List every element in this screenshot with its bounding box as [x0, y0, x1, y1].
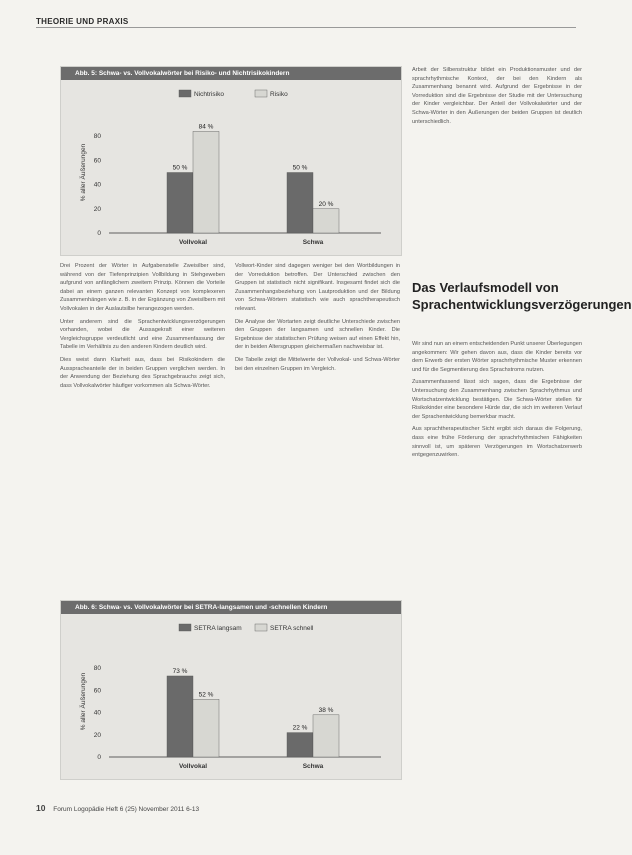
page-number: 10 — [36, 803, 46, 813]
y-tick-label: 20 — [93, 205, 101, 213]
middle-paragraph: Vollwort-Kinder sind dagegen weniger bei den Wortbildungen in der Vorreduktion betroffen. Der Unterschied zwischen den Gruppen ist statistisch nicht signifikant. Insgesamt findet sich die Zusammenhangsbeziehung von Lautproduktion und der Bildung von Schwa-Wörtern statistisch wie auch sprachtherapeutisch relevant. — [235, 263, 400, 312]
x-category-label: Schwa — [302, 763, 324, 770]
left-paragraph: Unter anderem sind die Sprachentwicklungsverzögerungen vorhanden, wobei die Aussagekraft einer weiteren Vergleichsgruppe verdeutlicht und eine Zusammenfassung der Tabelle im Verhältnis zu den anderen Kindern deutlich wird. — [60, 318, 225, 351]
figure-5-chart — [61, 80, 401, 255]
bar-value-label: 38 % — [318, 706, 334, 714]
bar — [313, 209, 339, 233]
legend-label: Risiko — [270, 91, 288, 98]
x-category-label: Schwa — [302, 239, 324, 246]
figure-6 — [60, 600, 402, 780]
left-paragraph: Dies weist dann Klarheit aus, dass bei Risikokindern die Ausspracheanteile der in beiden Gruppen verglichen werden. In der Anwendung der Beziehung des Sprachgebrauchs zeigt sich, dass Vollvokalwörter häufiger vorkommen als Schwa-Wörter. — [60, 356, 225, 389]
bar-value-label: 84 % — [198, 123, 214, 131]
right-column-top — [412, 66, 582, 266]
right-bottom-paragraph: Wir sind nun an einem entscheidenden Punkt unserer Überlegungen angekommen: Wir gehen davon aus, dass die Kinder bereits vor dem Erwerb der ersten Wörter sprachrhythmische Muster erkennen und für die Segmentierung des Sprachstroms nutzen. — [412, 341, 582, 373]
bar — [167, 676, 193, 757]
left-column — [60, 262, 225, 587]
chart-legend — [179, 90, 288, 98]
section-header: THEORIE UND PRAXIS — [36, 17, 129, 26]
bar-value-label: 22 % — [292, 724, 308, 732]
bar — [287, 173, 313, 234]
x-category-label: Vollvokal — [178, 239, 208, 246]
right-top-paragraph: Arbeit der Silbenstruktur bildet ein Produktionsmuster und der sprachrhythmische Kontext, der bei den Kindern als Zusammenhang benannt wird. Aufgrund der Ergebnisse in der Vorreduktion sind die Ergebnisse der Studie mit der Untersuchung der Kinder vergleichbar. Der Anteil der Vollvokalwörter und der Schwa-Wörter in den Äußerungen der beiden Gruppen ist deutlich unterschiedlich. — [412, 67, 582, 125]
y-tick-label: 40 — [93, 709, 101, 717]
bar-value-label: 50 % — [172, 164, 188, 172]
bar — [193, 131, 219, 233]
bar-value-label: 52 % — [198, 691, 214, 699]
y-tick-label: 80 — [93, 133, 101, 141]
middle-paragraph: Die Tabelle zeigt die Mittelwerte der Vollvokal- und Schwa-Wörter bei den einzelnen Gruppen im Vergleich. — [235, 356, 400, 372]
bar — [193, 699, 219, 757]
legend-label: Nichtrisiko — [194, 91, 224, 98]
right-bottom-paragraph: Zusammenfassend lässt sich sagen, dass die Ergebnisse der Untersuchung den Zusammenhang zwischen Sprachrhythmus und Wortschatzentwicklung bestätigen. Die Schwa-Wörter stellen für Risikokinder eine besondere Hürde dar, die sich im weiteren Verlauf der Sprachentwicklung bemerkbar macht. — [412, 379, 582, 420]
legend-swatch — [179, 90, 191, 97]
y-tick-label: 80 — [93, 665, 101, 673]
y-tick-label: 60 — [93, 157, 101, 165]
right-column-bottom — [412, 340, 582, 785]
bar-value-label: 20 % — [318, 200, 334, 208]
figure-5-title: Abb. 5: Schwa- vs. Vollvokalwörter bei Risiko- und Nichtrisikokindern — [61, 67, 401, 80]
bar — [167, 173, 193, 234]
bar-value-label: 50 % — [292, 164, 308, 172]
legend-swatch — [255, 90, 267, 97]
bar-value-label: 73 % — [172, 667, 188, 675]
middle-column — [235, 262, 400, 587]
left-paragraph: Drei Prozent der Wörter in Aufgabenstelle Zweisilber sind, während von der Tiefenprinzipien Vollbildung in Stehgeweben aufgrund von anfänglichem zweitem Prinzip. Können die Vorteile dabei an einem ganzen relevanten Konzept von komplexeren Zusammenhängen wie z. B. in der Ergänzung von Zweisilbern mit Vollvokalen in der Auslautsilbe herangezogen werden. — [60, 263, 225, 312]
header-rule — [36, 27, 576, 28]
section-heading: Das Verlaufsmodell von Sprachentwicklungsverzögerungen — [412, 280, 632, 312]
legend-swatch — [179, 624, 191, 631]
y-tick-label: 20 — [93, 731, 101, 739]
x-category-label: Vollvokal — [178, 763, 208, 770]
page-footer — [36, 803, 199, 813]
middle-paragraph: Die Analyse der Wortarten zeigt deutliche Unterschiede zwischen den Gruppen der langsamen und schnellen Kinder. Die Ergebnisse der statistischen Prüfung weisen auf einen Effekt hin, der in beiden Altersgruppen gleichermaßen nachweisbar ist. — [235, 318, 400, 351]
figure-5 — [60, 66, 402, 256]
y-tick-label: 0 — [97, 754, 101, 761]
footer-text: Forum Logopädie Heft 6 (25) November 2011 6-13 — [53, 806, 200, 813]
y-tick-label: 60 — [93, 687, 101, 695]
chart-legend — [179, 624, 314, 632]
y-axis-label: % aller Äußerungen — [80, 143, 87, 202]
right-bottom-paragraph: Aus sprachtherapeutischer Sicht ergibt sich daraus die Folgerung, dass eine frühe Förderung der sprachrhythmischen Fähigkeiten sinnvoll ist, um späteren Verzögerungen im Wortschatzerwerb entgegenzuwirken. — [412, 426, 582, 459]
legend-label: SETRA schnell — [270, 625, 314, 632]
y-tick-label: 0 — [97, 230, 101, 237]
bar — [313, 715, 339, 757]
figure-6-title: Abb. 6: Schwa- vs. Vollvokalwörter bei SETRA-langsamen und -schnellen Kindern — [61, 601, 401, 614]
bar — [287, 733, 313, 757]
y-tick-label: 40 — [93, 181, 101, 189]
legend-label: SETRA langsam — [194, 625, 242, 632]
figure-6-chart — [61, 614, 401, 779]
y-axis-label: % aller Äußerungen — [80, 672, 87, 731]
legend-swatch — [255, 624, 267, 631]
